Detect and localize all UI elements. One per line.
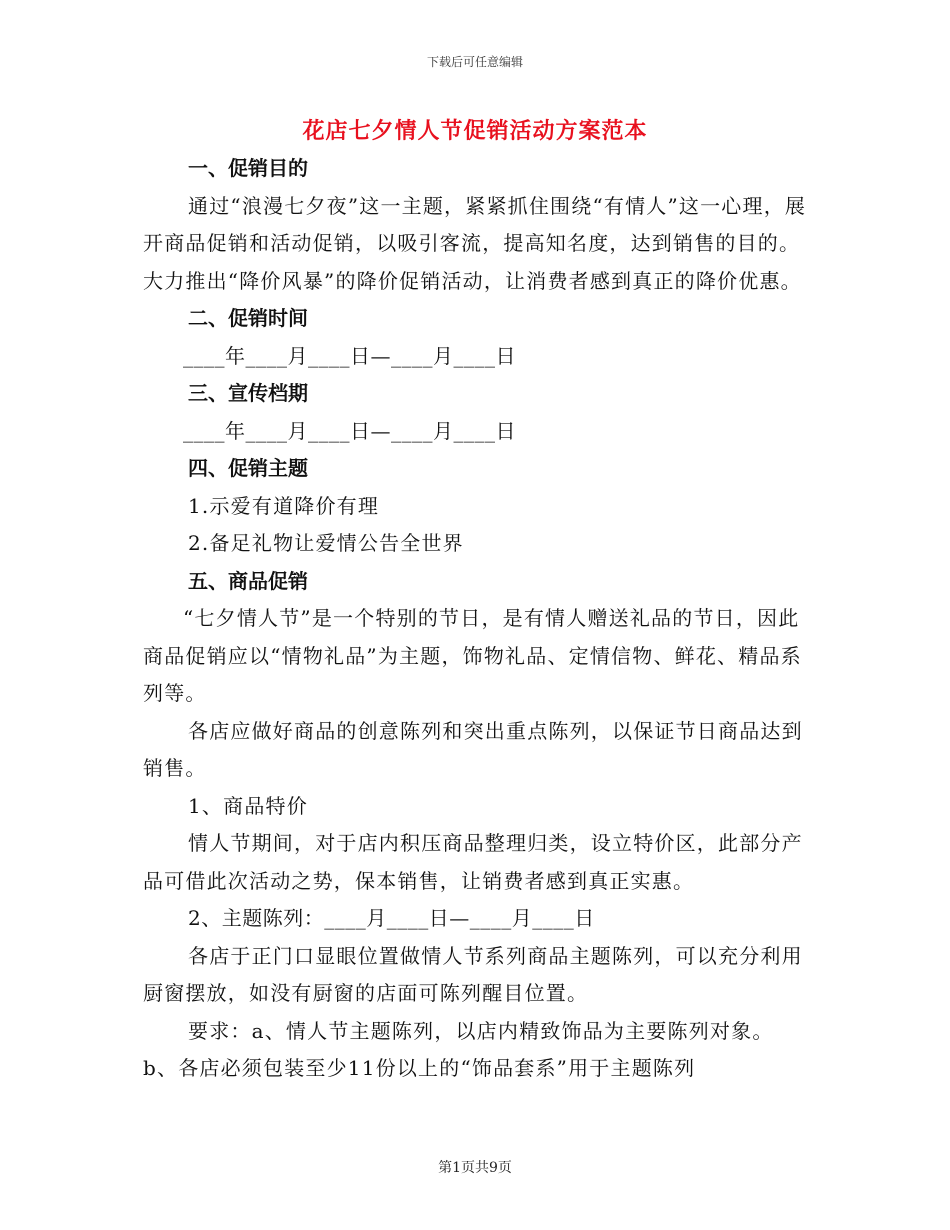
paragraph-products-1: “七夕情人节”是一个特别的节日，是有情人赠送礼品的节日，因此商品促销应以“情物礼品”为主题，饰物礼品、定情信物、鲜花、精品系列等。 [143,606,802,705]
section-heading-products: 五、商品促销 [188,568,308,593]
section-heading-time: 二、促销时间 [188,306,308,330]
document-body [143,150,808,1088]
subheading-theme-display: 2、主题陈列：____月____日—____月____日 [188,906,595,930]
subheading-special-price: 1、商品特价 [188,793,308,818]
section-heading-purpose: 一、促销目的 [188,156,308,180]
requirement-b: b、各店必须包装至少11份以上的“饰品套系”用于主题陈列 [143,1056,696,1080]
page-footer: 第1页共9页 [438,1160,512,1176]
requirement-a: 要求：a、情人节主题陈列，以店内精致饰品为主要陈列对象。 [188,1018,774,1043]
paragraph-products-2: 各店应做好商品的创意陈列和突出重点陈列，以保证节日商品达到销售。 [143,718,803,780]
section-heading-theme: 四、促销主题 [188,456,308,480]
paragraph-special-price: 情人节期间，对于店内积压商品整理归类，设立特价区，此部分产品可借此次活动之势，保本销售，让销费者感到真正实惠。 [143,831,803,893]
theme-item-1: 1.示爱有道降价有理 [188,493,380,518]
paragraph-theme-display: 各店于正门口显眼位置做情人节系列商品主题陈列，可以充分利用厨窗摆放，如没有厨窗的店面可陈列醒目位置。 [143,943,803,1005]
paragraph-purpose: 通过“浪漫七夕夜”这一主题，紧紧抓住围绕“有情人”这一心理，展开商品促销和活动促销，以吸引客流，提高知名度，达到销售的目的。大力推出“降价风暴”的降价促销活动，让消费者感到真正的降价优惠。 [143,193,807,293]
theme-item-2: 2.备足礼物让爱情公告全世界 [188,531,464,555]
date-range-publicity: ____年____月____日—____月____日 [183,418,516,443]
document-title: 花店七夕情人节促销活动方案范本 [302,118,648,144]
date-range-time: ____年____月____日—____月____日 [183,343,516,368]
section-heading-publicity: 三、宣传档期 [188,381,308,405]
page-header: 下载后可任意编辑 [426,55,523,69]
